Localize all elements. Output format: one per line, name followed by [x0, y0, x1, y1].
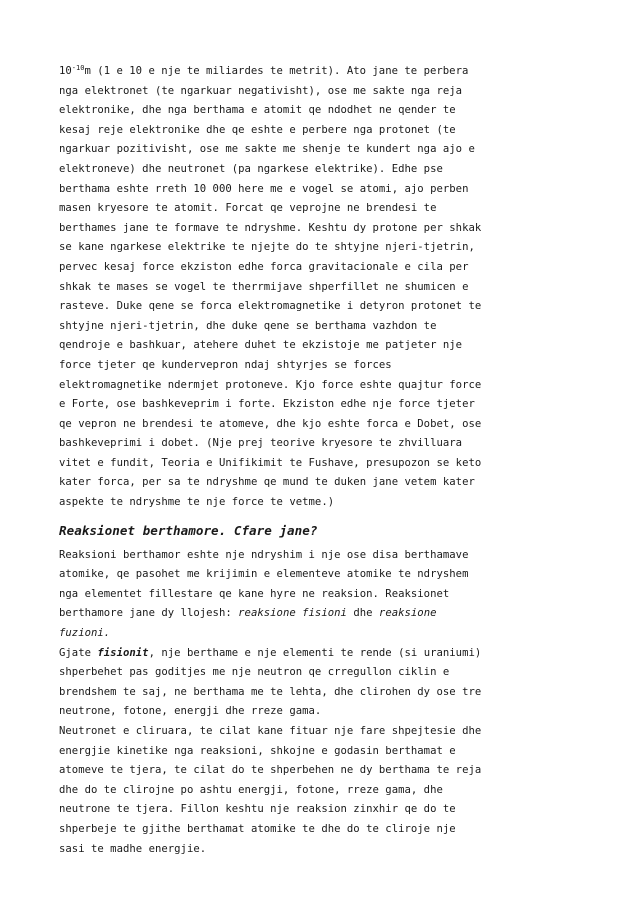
document-page: [59, 62, 589, 859]
paragraph-fission: [59, 644, 589, 722]
text-line: vitet e fundit, Teoria e Unifikimit te Fushave, presupozon se keto: [59, 456, 482, 469]
power-exponent: -10: [71, 64, 85, 72]
text-line: dhe do te clirojne po ashtu energji, fotone, rreze gama, dhe: [59, 783, 443, 796]
text-segment: dhe: [346, 607, 379, 620]
text-line: kesaj reje elektronike dhe qe eshte e perbere nga protonet (te: [59, 123, 456, 136]
text-line: kater forca, per sa te ndryshme qe mund te duken jane vetem kater: [59, 476, 475, 489]
text-segment: berthamore jane dy llojesh:: [59, 607, 239, 620]
text-line: shtyjne njeri-tjetrin, dhe duke qene se berthama vazhdon te: [59, 319, 437, 332]
text-segment: , nje berthame e nje elementi te rende (si uraniumi): [148, 646, 482, 659]
text-line: energjie kinetike nga reaksioni, shkojne e godasin berthamat e: [59, 744, 456, 757]
text-line: Reaksioni berthamor eshte nje ndryshim i nje ose disa berthamave: [59, 548, 469, 561]
text-line: [59, 644, 589, 664]
text-line: pervec kesaj force ekziston edhe forca gravitacionale e cila per: [59, 260, 469, 273]
text-line: elektromagnetike ndermjet protoneve. Kjo force eshte quajtur force: [59, 378, 482, 391]
term-fission-bold: fisionit: [97, 646, 149, 659]
text-line: shperbehet pas goditjes me nje neutron qe crregullon ciklin e: [59, 666, 450, 679]
text-line: nga elektronet (te ngarkuar negativisht), ose me sakte nga reja: [59, 84, 463, 97]
text-line: neutrone te tjera. Fillon keshtu nje reaksion zinxhir qe do te: [59, 803, 456, 816]
term-reactions: reaksione: [378, 607, 437, 620]
paragraph-atom-structure: [59, 62, 589, 513]
text-line: ngarkuar pozitivisht, ose me sakte me shenje te kundert nga ajo e: [59, 143, 475, 156]
text-line: elektroneve) dhe neutronet (pa ngarkese elektrike). Edhe pse: [59, 162, 443, 175]
text-segment: Gjate: [59, 646, 98, 659]
text-line: brendshem te saj, ne berthama me te lehta, dhe clirohen dy ose tre: [59, 685, 482, 698]
power-base: 10: [59, 65, 72, 77]
text-line: [59, 62, 589, 82]
text-line: masen kryesore te atomit. Forcat qe veprojne ne brendesi te: [59, 202, 437, 215]
text-line: se kane ngarkese elektrike te njejte do te shtyjne njeri-tjetrin,: [59, 241, 475, 254]
text-line: neutrone, fotone, energji dhe rreze gama.: [59, 705, 322, 718]
text-line: qendroje e bashkuar, atehere duhet te ekzistoje me patjeter nje: [59, 339, 463, 352]
text-line: berthama eshte rreth 10 000 here me e vogel se atomi, ajo perben: [59, 182, 469, 195]
text-line: Neutronet e cliruara, te cilat kane fituar nje fare shpejtesie dhe: [59, 725, 482, 737]
text-line: atomeve te tjera, te cilat do te shperbehen ne dy berthama te reja: [59, 764, 482, 777]
text-line: qe vepron ne brendesi te atomeve, dhe kjo eshte forca e Dobet, ose: [59, 417, 482, 430]
text-line: [59, 604, 589, 624]
text-line: rasteve. Duke qene se forca elektromagnetike i detyron protonet te: [59, 300, 482, 313]
section-heading: Reaksionet berthamore. Cfare jane?: [59, 522, 318, 538]
paragraph-nuclear-reactions: [59, 546, 589, 644]
paragraph-chain-reaction: [59, 722, 589, 859]
text-line: aspekte te ndryshme te nje force te vetme.): [59, 496, 335, 509]
text-line: force tjeter qe kundervepron ndaj shtyrjes se forces: [59, 358, 392, 371]
text-line: berthames jane te formave te ndryshme. Keshtu dy protone per shkak: [59, 221, 482, 234]
first-line-rest: m (1 e 10 e nje te miliardes te metrit). Ato jane te perbera: [84, 65, 469, 77]
term-fusion: fuzioni.: [59, 627, 111, 640]
term-fission-reactions: reaksione fisioni: [238, 607, 347, 620]
text-line: atomike, qe pasohet me krijimin e elementeve atomike te ndryshem: [59, 568, 469, 581]
text-line: e Forte, ose bashkeveprim i forte. Ekziston edhe nje force tjeter: [59, 398, 475, 411]
text-line: shperbeje te gjithe berthamat atomike te dhe do te cliroje nje: [59, 822, 456, 835]
text-line: shkak te mases se vogel te therrmijave shperfillet ne shumicen e: [59, 280, 469, 293]
text-line: bashkeveprimi i dobet. (Nje prej teorive kryesore te zhvilluara: [59, 437, 463, 450]
text-line: sasi te madhe energjie.: [59, 842, 207, 855]
text-line: elektronike, dhe nga berthama e atomit qe ndodhet ne qender te: [59, 104, 456, 117]
text-line: nga elementet fillestare qe kane hyre ne reaksion. Reaksionet: [59, 587, 450, 600]
